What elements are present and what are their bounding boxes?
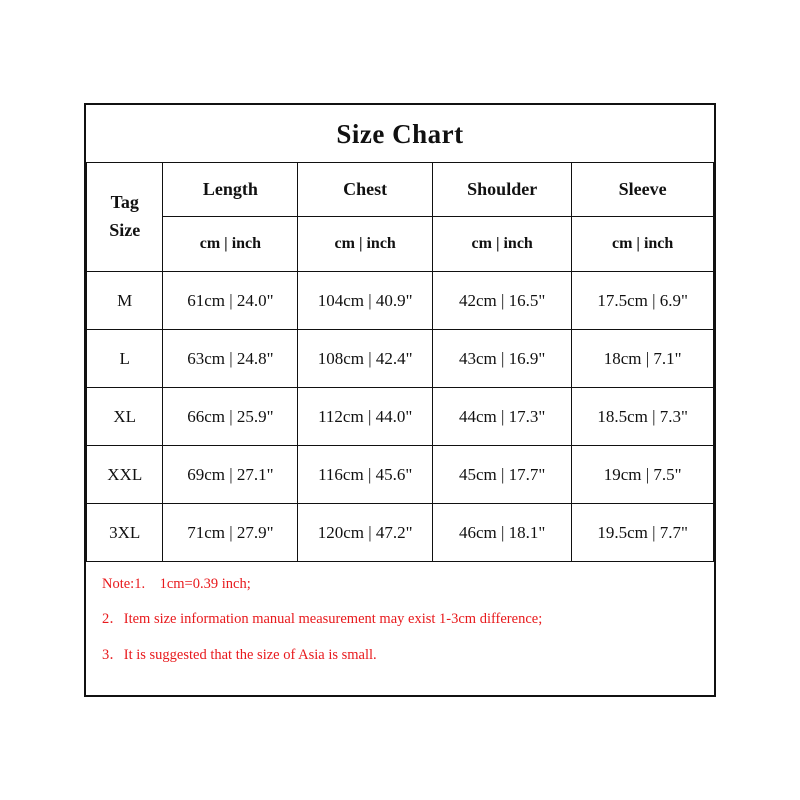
note-line-2: 2．Item size information manual measurement may exist 1-3cm difference; [102, 611, 543, 628]
tag-size-header [87, 163, 163, 272]
note-line-1: Note:1. 1cm=0.39 inch; [102, 576, 251, 592]
cell-sleeve: 17.5cm | 6.9" [572, 272, 714, 330]
cell-chest: 120cm | 47.2" [298, 504, 433, 562]
size-chart-table [86, 162, 714, 562]
cell-shoulder: 44cm | 17.3" [433, 388, 572, 446]
column-unit-sleeve: cm | inch [572, 217, 714, 272]
table-row [87, 330, 714, 388]
cell-length: 69cm | 27.1" [163, 446, 298, 504]
cell-length: 71cm | 27.9" [163, 504, 298, 562]
cell-size: L [87, 330, 163, 388]
table-row [87, 388, 714, 446]
table-header-row-units [87, 217, 714, 272]
column-unit-shoulder: cm | inch [433, 217, 572, 272]
cell-shoulder: 46cm | 18.1" [433, 504, 572, 562]
table-header-row-names [87, 163, 714, 217]
column-header-chest: Chest [298, 163, 433, 217]
cell-chest: 116cm | 45.6" [298, 446, 433, 504]
cell-sleeve: 18.5cm | 7.3" [572, 388, 714, 446]
cell-shoulder: 45cm | 17.7" [433, 446, 572, 504]
cell-chest: 112cm | 44.0" [298, 388, 433, 446]
cell-length: 61cm | 24.0" [163, 272, 298, 330]
page-title: Size Chart [336, 119, 464, 149]
cell-length: 66cm | 25.9" [163, 388, 298, 446]
cell-sleeve: 18cm | 7.1" [572, 330, 714, 388]
column-header-shoulder: Shoulder [433, 163, 572, 217]
column-unit-length: cm | inch [163, 217, 298, 272]
cell-size: XL [87, 388, 163, 446]
cell-sleeve: 19.5cm | 7.7" [572, 504, 714, 562]
notes-section [86, 562, 714, 664]
size-chart-frame [84, 103, 716, 697]
cell-chest: 108cm | 42.4" [298, 330, 433, 388]
cell-shoulder: 42cm | 16.5" [433, 272, 572, 330]
column-unit-chest: cm | inch [298, 217, 433, 272]
cell-sleeve: 19cm | 7.5" [572, 446, 714, 504]
column-header-length: Length [163, 163, 298, 217]
column-header-sleeve: Sleeve [572, 163, 714, 217]
cell-shoulder: 43cm | 16.9" [433, 330, 572, 388]
cell-length: 63cm | 24.8" [163, 330, 298, 388]
table-row [87, 272, 714, 330]
cell-chest: 104cm | 40.9" [298, 272, 433, 330]
note-line-3: 3．It is suggested that the size of Asia is small. [102, 646, 377, 663]
cell-size: XXL [87, 446, 163, 504]
tag-size-header-line1: Tag [110, 192, 139, 213]
cell-size: 3XL [87, 504, 163, 562]
table-row [87, 504, 714, 562]
tag-size-header-line2: Size [109, 220, 141, 240]
cell-size: M [87, 272, 163, 330]
table-row [87, 446, 714, 504]
